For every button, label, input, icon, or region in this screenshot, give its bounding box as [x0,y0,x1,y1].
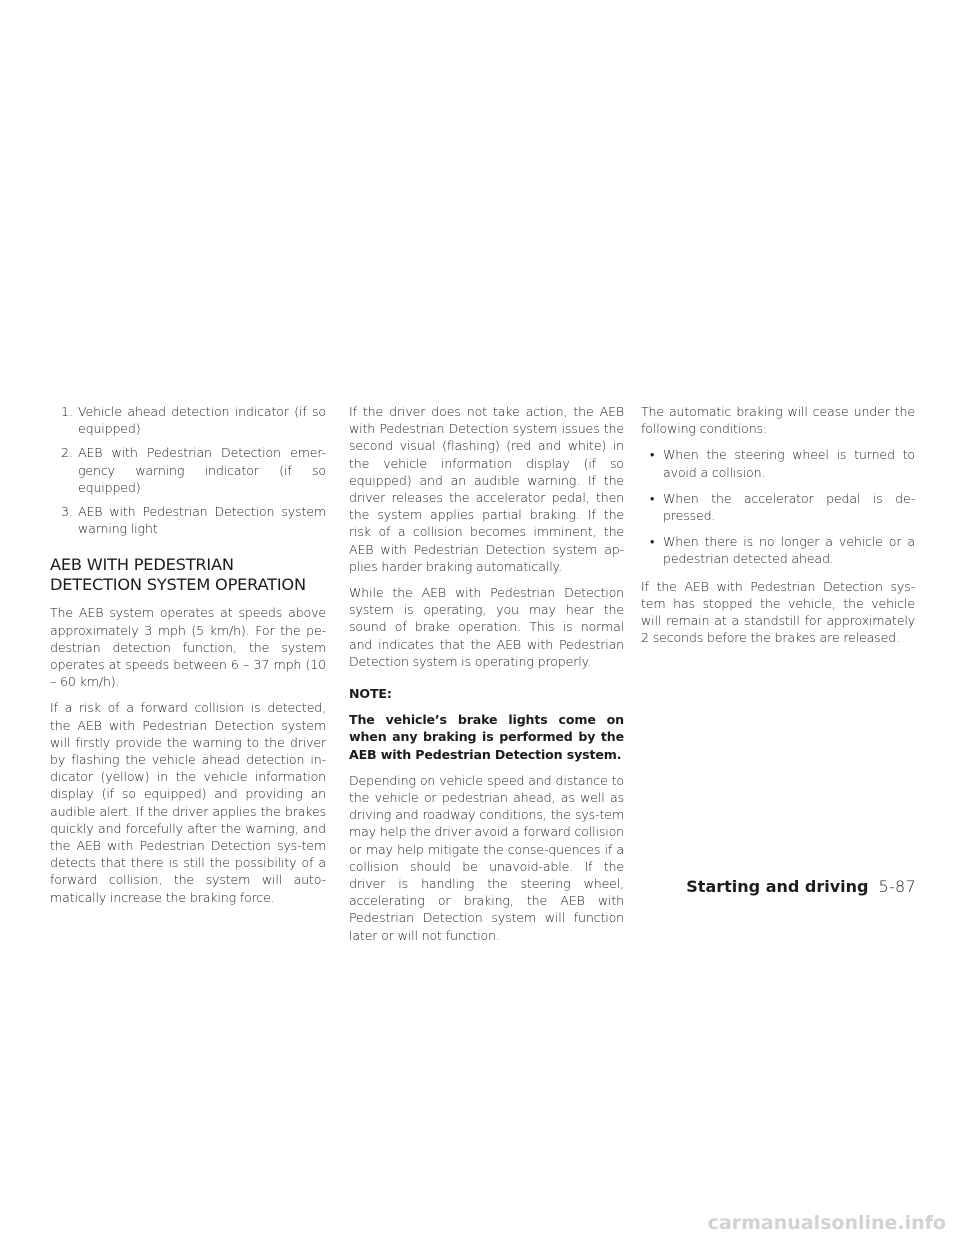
list-item [50,503,326,537]
paragraph-cease-intro: The automatic braking will cease under the following conditions: [641,404,915,437]
bullet-icon: • [650,447,655,463]
list-text: AEB with Pedestrian Detection emer-gency warning indicator (if so equipped) [78,445,326,495]
list-text: When there is no longer a vehicle or a pedestrian detected ahead. [663,534,915,567]
list-number: 2. [61,445,73,461]
list-item [641,446,915,480]
list-number: 1. [61,404,73,419]
list-text: When the steering wheel is turned to avoid a collision. [663,447,915,480]
list-item [50,403,326,437]
indicator-list [50,403,326,537]
list-item [641,490,915,524]
list-item [641,533,915,567]
watermark: carmanualsonline.info [707,1212,946,1234]
list-item [50,444,326,496]
list-text: AEB with Pedestrian Detection system warning light [78,504,326,537]
note-label: NOTE: [349,686,392,702]
list-text: When the accelerator pedal is de-pressed. [663,490,915,524]
note-text: The vehicle’s brake lights come on when any braking is performed by the AEB with Pedestrian Detection system. [349,712,624,762]
list-text: Vehicle ahead detection indicator (if so equipped) [78,404,326,437]
page-number: 5-87 [878,877,916,896]
bullet-icon: • [650,490,655,506]
page-footer [686,877,916,897]
paragraph-driver-no-action: If the driver does not take action, the AEB with Pedestrian Detection system issues the second visual (flashing) (red and white) in the vehicle information display (if so equipped) and an audible warning. If the driver releases the accelerator pedal, then the system applies partial braking. If the risk of a collision becomes imminent, the AEB with Pedestrian Detection system ap-plies harder braking automatically. [349,404,624,574]
section-heading: AEB WITH PEDESTRIAN DETECTION SYSTEM OPERATION [50,555,306,595]
paragraph-conditions: Depending on vehicle speed and distance to the vehicle or pedestrian ahead, as well as driving and roadway conditions, the sys-tem may help the driver avoid a forward collision or may help mitigate the conse-quences if a collision should be unavoid-able. If the driver is handling the steering wheel, accelerating or braking, the AEB with Pedestrian Detection system will function later or will not function. [349,772,624,943]
footer-section-name: Starting and driving [686,877,869,896]
paragraph-operating-speeds: The AEB system operates at speeds above approximately 3 mph (5 km/h). For the pe-destrian detection function, the system operates at speeds between 6 – 37 mph (10 – 60 km/h). [50,605,326,690]
right-column [641,403,915,655]
paragraph-forward-collision-warning: If a risk of a forward collision is detected, the AEB with Pedestrian Detection system will firstly provide the warning to the driver by flashing the vehicle ahead detection in-dicator (yellow) in the vehicle information display (if so equipped) and providing an audible alert. If the driver applies the brakes quickly and forcefully after the warning, and the AEB with Pedestrian Detection sys-tem detects that there is still the possibility of a forward collision, the system will auto-matically increase the braking force. [50,700,326,905]
paragraph-standstill: If the AEB with Pedestrian Detection sys-tem has stopped the vehicle, the vehicle will remain at a standstill for approximately 2 seconds before the brakes are released. [641,578,915,646]
middle-column [349,403,624,953]
list-number: 3. [61,504,73,520]
left-column [50,403,326,915]
paragraph-brake-sound: While the AEB with Pedestrian Detection system is operating, you may hear the sound of brake operation. This is normal and indicates that the AEB with Pedestrian Detection system is operating properly. [349,585,624,669]
cease-conditions-list [641,446,915,567]
bullet-icon: • [650,534,655,550]
